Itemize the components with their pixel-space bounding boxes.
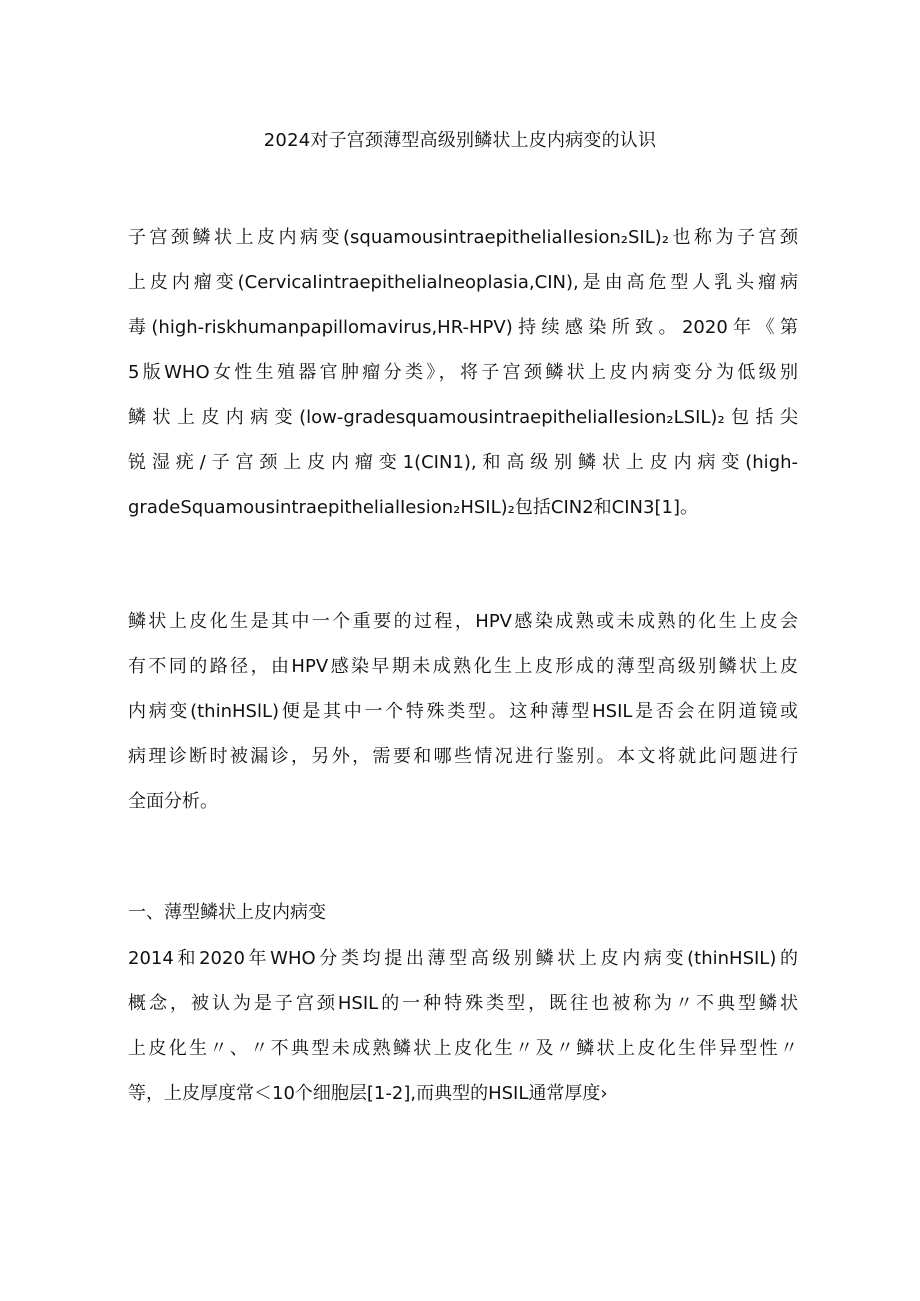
- paragraph-line: 锐湿疣/子宫颈上皮内瘤变1(CIN1),和高级别鳞状上皮内病变(high-: [128, 452, 798, 473]
- paragraph-line: 病理诊断时被漏诊，另外，需要和哪些情况进行鉴别。本文将就此问题进行: [128, 746, 798, 767]
- paragraph-thin-hsil: [128, 936, 798, 1116]
- paragraph-line: 上皮化生〃、〃不典型未成熟鳞状上皮化生〃及〃鳞状上皮化生伴异型性〃: [128, 1038, 798, 1059]
- paragraph-line: 内病变(thinHSlL)便是其中一个特殊类型。这种薄型HSIL是否会在阴道镜或: [128, 701, 798, 722]
- paragraph-line: 5版WHO女性生殖器官肿瘤分类》，将子宫颈鳞状上皮内病变分为低级别: [128, 362, 798, 383]
- paragraph-line: 上皮内瘤变(CervicaIintraepithelialneoplasia,CIN),是由高危型人乳头瘤病: [128, 272, 798, 293]
- section-heading-text: 一、薄型鳞状上皮内病变: [128, 902, 326, 923]
- paragraph-line: 鳞状上皮化生是其中一个重要的过程，HPV感染成熟或未成熟的化生上皮会: [128, 611, 798, 632]
- paragraph-line: 概念，被认为是子宫颈HSIL的一种特殊类型，既往也被称为〃不典型鳞状: [128, 993, 798, 1014]
- paragraph-line: 子宫颈鳞状上皮内病变(squamousintraepithelialIesion₂SIL)₂也称为子宫颈: [128, 227, 798, 248]
- paragraph-metaplasia: [128, 599, 798, 824]
- paragraph-line: 鳞状上皮内病变(low-gradesquamousintraepithelialIesion₂LSIL)₂包括尖: [128, 407, 798, 428]
- section-heading: [128, 890, 798, 935]
- paragraph-line: 等，上皮厚度常＜10个细胞层[1-2],而典型的HSIL通常厚度›: [128, 1083, 608, 1104]
- paragraph-line: 有不同的路径，由HPV感染早期未成熟化生上皮形成的薄型高级别鳞状上皮: [128, 656, 798, 677]
- paragraph-intro: [128, 215, 798, 530]
- paragraph-line: 毒(high-riskhumanpapillomavirus,HR-HPV)持续感染所致。2020年《第: [128, 317, 798, 338]
- document-title: 2024对子宫颈薄型高级别鳞状上皮内病变的认识: [263, 130, 657, 151]
- paragraph-line: gradeSquamousintraepithelialIesion₂HSIL)₂包括CIN2和CIN3[1]。: [128, 497, 698, 518]
- paragraph-line: 全面分析。: [128, 791, 218, 812]
- paragraph-line: 2014和2020年WHO分类均提出薄型高级别鳞状上皮内病变(thinHSIL)的: [128, 948, 798, 969]
